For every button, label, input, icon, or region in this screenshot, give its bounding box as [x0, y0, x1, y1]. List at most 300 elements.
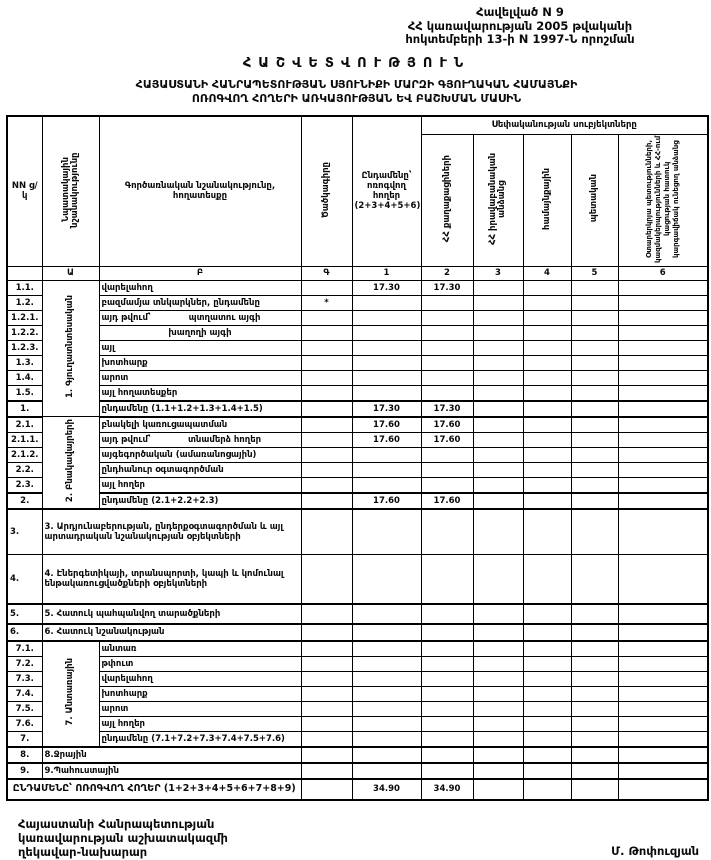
value-cell	[523, 731, 571, 747]
land-type-cell: այլ հողատեսքեր	[99, 385, 301, 401]
value-cell	[352, 370, 421, 385]
table-row	[7, 509, 708, 555]
code-cell	[301, 280, 352, 295]
table-row	[7, 417, 708, 433]
value-cell	[571, 280, 618, 295]
value-cell	[618, 701, 708, 716]
value-cell	[473, 447, 523, 462]
value-cell	[523, 656, 571, 671]
table-row	[7, 370, 708, 385]
value-cell	[618, 325, 708, 340]
land-type-cell: խաղողի այգի	[99, 325, 301, 340]
row-number-cell: 1.5.	[7, 385, 42, 401]
header-code-text: Ծածկագիրը	[321, 161, 331, 218]
value-cell	[523, 280, 571, 295]
code-cell	[301, 310, 352, 325]
code-cell	[301, 493, 352, 509]
value-cell	[352, 462, 421, 477]
row-number-cell: 7.1.	[7, 641, 42, 657]
row-number-cell: 9.	[7, 763, 42, 779]
header-own-community-text: համայնքային	[541, 167, 552, 230]
table-row	[7, 477, 708, 493]
annex-line-3: հոկտեմբերի 13-ի N 1997-Ն որոշման	[405, 32, 635, 46]
value-cell	[421, 310, 473, 325]
table-row	[7, 447, 708, 462]
header-purpose	[42, 116, 99, 267]
letter-cell-3: 3	[473, 266, 523, 280]
section-total-label: ընդամենը (2.1+2.2+2.3)	[99, 493, 301, 509]
value-cell	[523, 340, 571, 355]
code-cell	[301, 763, 352, 779]
land-type-cell: ընդհանուր օգտագործման	[99, 462, 301, 477]
grand-total-value: 34.90	[421, 779, 473, 800]
value-cell	[523, 325, 571, 340]
value-cell	[421, 763, 473, 779]
land-type-cell: արոտ	[99, 701, 301, 716]
code-cell	[301, 385, 352, 401]
value-cell	[473, 763, 523, 779]
value-cell	[523, 624, 571, 641]
value-cell	[473, 716, 523, 731]
value-cell	[352, 509, 421, 555]
land-category-cell: 9.Պահուստային	[42, 763, 301, 779]
row-number-cell: 1.1.	[7, 280, 42, 295]
value-cell	[618, 280, 708, 295]
value-cell	[571, 747, 618, 763]
value-cell	[421, 747, 473, 763]
letter-cell-1: 1	[352, 266, 421, 280]
signatory-name: Մ. Թոփուզյան	[611, 843, 699, 858]
header-own-foreign-text: Օտարերկրյա պետությունների, կազմակերպությունների և ՀՀ-ում կացության հատուկ կարգավիճակ ունեցող անձանց	[644, 134, 680, 263]
letter-cell-6: 6	[618, 266, 708, 280]
land-category-cell: 8.Ջրային	[42, 747, 301, 763]
value-cell	[618, 747, 708, 763]
code-cell	[301, 554, 352, 604]
value-cell	[473, 604, 523, 624]
value-cell	[571, 656, 618, 671]
value-cell	[571, 355, 618, 370]
code-cell	[301, 701, 352, 716]
value-cell	[421, 340, 473, 355]
value-cell	[571, 432, 618, 447]
value-cell	[571, 447, 618, 462]
value-cell	[523, 417, 571, 433]
value-cell	[571, 340, 618, 355]
value-cell	[473, 671, 523, 686]
value-cell	[571, 624, 618, 641]
code-cell	[301, 401, 352, 417]
value-cell	[618, 295, 708, 310]
value-cell	[473, 385, 523, 401]
value-cell	[352, 747, 421, 763]
report-subtitle	[6, 78, 707, 106]
value-cell	[571, 462, 618, 477]
code-cell	[301, 355, 352, 370]
value-cell	[618, 493, 708, 509]
row-number-cell: 2.2.	[7, 462, 42, 477]
value-cell	[571, 763, 618, 779]
letter-cell-b: Բ	[99, 266, 301, 280]
value-cell: 17.60	[421, 493, 473, 509]
value-cell	[523, 295, 571, 310]
land-type-text: տնամերձ հողեր	[187, 434, 262, 445]
table-row	[7, 310, 708, 325]
value-cell	[473, 656, 523, 671]
value-cell	[571, 641, 618, 657]
letter-cell-2: 2	[421, 266, 473, 280]
value-cell	[571, 401, 618, 417]
row-number-cell: 7.3.	[7, 671, 42, 686]
value-cell	[473, 554, 523, 604]
code-cell	[301, 604, 352, 624]
value-cell	[523, 401, 571, 417]
row-number-cell: 2.3.	[7, 477, 42, 493]
land-type-cell: անտառ	[99, 641, 301, 657]
code-cell	[301, 325, 352, 340]
row-number-cell: 6.	[7, 624, 42, 641]
value-cell: 17.30	[352, 280, 421, 295]
header-own-community	[523, 134, 571, 266]
header-own-state	[571, 134, 618, 266]
value-cell	[618, 671, 708, 686]
table-row	[7, 763, 708, 779]
land-type-cell: թփուտ	[99, 656, 301, 671]
value-cell	[421, 509, 473, 555]
table-row	[7, 641, 708, 657]
value-cell	[352, 447, 421, 462]
header-own-legal	[473, 134, 523, 266]
signatory-position	[18, 817, 228, 859]
group-agricultural	[42, 280, 99, 417]
land-type-cell: խոտհարք	[99, 355, 301, 370]
value-cell	[421, 671, 473, 686]
table-row	[7, 716, 708, 731]
grand-total-row	[7, 779, 708, 800]
row-number-cell: 1.	[7, 401, 42, 417]
letter-cell-a: Ա	[42, 266, 99, 280]
header-own-state-text: պետական	[589, 174, 599, 223]
letter-cell-5: 5	[571, 266, 618, 280]
value-cell	[523, 310, 571, 325]
value-cell	[473, 624, 523, 641]
signature-block	[6, 817, 707, 859]
value-cell	[473, 477, 523, 493]
land-type-cell	[99, 432, 301, 447]
land-type-cell: այլ հողեր	[99, 716, 301, 731]
value-cell	[571, 701, 618, 716]
value-cell	[571, 325, 618, 340]
value-cell	[473, 355, 523, 370]
table-row	[7, 701, 708, 716]
value-cell	[473, 370, 523, 385]
code-cell	[301, 671, 352, 686]
annex-line-1: Հավելված N 9	[476, 5, 564, 19]
value-cell	[618, 310, 708, 325]
header-nn: NN ց/կ	[7, 116, 42, 267]
code-cell: *	[301, 295, 352, 310]
row-number-cell: 7.	[7, 731, 42, 747]
value-cell	[421, 355, 473, 370]
row-number-cell: 2.	[7, 493, 42, 509]
value-cell	[421, 641, 473, 657]
of-which-prefix: այդ թվում՝	[101, 434, 151, 445]
value-cell	[352, 686, 421, 701]
value-cell	[421, 656, 473, 671]
value-cell: 17.30	[421, 280, 473, 295]
value-cell	[618, 462, 708, 477]
value-cell	[523, 686, 571, 701]
row-number-cell: 7.5.	[7, 701, 42, 716]
value-cell: 17.30	[421, 401, 473, 417]
code-cell	[301, 716, 352, 731]
code-cell	[301, 417, 352, 433]
value-cell	[571, 493, 618, 509]
value-cell	[523, 385, 571, 401]
value-cell	[618, 370, 708, 385]
land-category-cell: 6. Հատուկ նշանակության	[42, 624, 301, 641]
value-cell	[618, 604, 708, 624]
value-cell	[352, 554, 421, 604]
section-total-label: ընդամենը (7.1+7.2+7.3+7.4+7.5+7.6)	[99, 731, 301, 747]
value-cell	[473, 340, 523, 355]
value-cell	[571, 686, 618, 701]
value-cell	[473, 310, 523, 325]
value-cell	[473, 295, 523, 310]
group-agricultural-text: 1. Գյուղատնտեսական	[65, 295, 75, 399]
value-cell	[618, 432, 708, 447]
code-cell	[301, 641, 352, 657]
value-cell	[473, 779, 523, 800]
value-cell: 17.30	[352, 401, 421, 417]
code-cell	[301, 624, 352, 641]
value-cell	[352, 671, 421, 686]
value-cell	[618, 447, 708, 462]
value-cell	[618, 477, 708, 493]
land-type-cell: բնակելի կառուցապատման	[99, 417, 301, 433]
value-cell	[352, 716, 421, 731]
value-cell	[618, 417, 708, 433]
value-cell	[523, 554, 571, 604]
row-number-cell: 3.	[7, 509, 42, 555]
value-cell	[618, 731, 708, 747]
value-cell	[571, 731, 618, 747]
value-cell	[618, 656, 708, 671]
value-cell	[523, 477, 571, 493]
value-cell	[352, 604, 421, 624]
row-number-cell: 1.4.	[7, 370, 42, 385]
value-cell	[618, 686, 708, 701]
code-cell	[301, 477, 352, 493]
table-row	[7, 554, 708, 604]
value-cell: 17.60	[352, 417, 421, 433]
value-cell: 17.60	[352, 432, 421, 447]
value-cell	[523, 370, 571, 385]
value-cell	[571, 370, 618, 385]
value-cell	[523, 604, 571, 624]
row-number-cell: 1.2.	[7, 295, 42, 310]
row-number-cell: 2.1.1.	[7, 432, 42, 447]
value-cell	[523, 701, 571, 716]
land-category-cell: 5. Հատուկ պահպանվող տարածքների	[42, 604, 301, 624]
table-row	[7, 280, 708, 295]
value-cell	[618, 554, 708, 604]
code-cell	[301, 747, 352, 763]
table-row	[7, 355, 708, 370]
of-which-prefix: այդ թվում՝	[101, 312, 151, 323]
table-row	[7, 656, 708, 671]
row-number-cell: 7.4.	[7, 686, 42, 701]
value-cell	[523, 763, 571, 779]
value-cell	[352, 310, 421, 325]
letter-cell-empty	[7, 266, 42, 280]
value-cell	[523, 716, 571, 731]
value-cell	[473, 509, 523, 555]
value-cell	[352, 325, 421, 340]
value-cell	[352, 340, 421, 355]
row-number-cell: 1.2.3.	[7, 340, 42, 355]
column-letter-row	[7, 266, 708, 280]
value-cell: 17.60	[421, 417, 473, 433]
table-row	[7, 624, 708, 641]
land-type-cell: այլ	[99, 340, 301, 355]
section-total-row	[7, 731, 708, 747]
code-cell	[301, 340, 352, 355]
value-cell	[473, 417, 523, 433]
table-row	[7, 295, 708, 310]
land-type-cell: վարելահող	[99, 280, 301, 295]
value-cell	[421, 731, 473, 747]
value-cell	[618, 624, 708, 641]
code-cell	[301, 509, 352, 555]
value-cell	[352, 355, 421, 370]
value-cell	[421, 462, 473, 477]
group-settlements	[42, 417, 99, 509]
group-forest-text: 7. Անտառային	[65, 658, 75, 726]
value-cell	[571, 385, 618, 401]
table-row	[7, 671, 708, 686]
land-type-cell: բազմամյա տնկարկներ, ընդամենը	[99, 295, 301, 310]
header-purpose-text: Նպատակային նշանակությունը	[60, 151, 80, 228]
value-cell	[421, 385, 473, 401]
value-cell	[421, 477, 473, 493]
value-cell	[352, 477, 421, 493]
value-cell	[523, 355, 571, 370]
value-cell	[352, 701, 421, 716]
value-cell	[473, 747, 523, 763]
value-cell	[523, 432, 571, 447]
value-cell	[618, 340, 708, 355]
annex-note	[335, 6, 705, 47]
value-cell	[523, 462, 571, 477]
section-total-row	[7, 493, 708, 509]
grand-total-value: 34.90	[352, 779, 421, 800]
value-cell	[523, 509, 571, 555]
table-row	[7, 462, 708, 477]
row-number-cell: 1.3.	[7, 355, 42, 370]
row-number-cell: 2.1.2.	[7, 447, 42, 462]
table-row	[7, 340, 708, 355]
land-type-cell: վարելահող	[99, 671, 301, 686]
code-cell	[301, 370, 352, 385]
value-cell	[473, 432, 523, 447]
row-number-cell: 5.	[7, 604, 42, 624]
subtitle-line-1: ՀԱՅԱՍՏԱՆԻ ՀԱՆՐԱՊԵՏՈՒԹՅԱՆ ՍՅՈՒՆԻՔԻ ՄԱՐԶԻ ԳՅՈՒՂԱԿԱՆ ՀԱՄԱՅՆՔԻ	[135, 77, 578, 91]
value-cell	[352, 763, 421, 779]
row-number-cell: 2.1.	[7, 417, 42, 433]
land-type-cell: խոտհարք	[99, 686, 301, 701]
value-cell	[618, 401, 708, 417]
code-cell	[301, 462, 352, 477]
group-settlements-text: 2. Բնակավայրերի	[65, 419, 75, 503]
value-cell: 17.60	[352, 493, 421, 509]
value-cell	[473, 325, 523, 340]
land-type-cell: արոտ	[99, 370, 301, 385]
irrigated-land-table	[6, 115, 709, 801]
value-cell	[421, 295, 473, 310]
section-total-row	[7, 401, 708, 417]
value-cell	[571, 716, 618, 731]
land-category-cell: 3. Արդյունաբերության, ընդերքօգտագործման և այլ արտադրական նշանակության օբյեկտների	[42, 509, 301, 555]
value-cell	[352, 731, 421, 747]
value-cell	[421, 554, 473, 604]
code-cell	[301, 656, 352, 671]
header-code	[301, 116, 352, 267]
annex-line-2: ՀՀ կառավարության 2005 թվականի	[407, 18, 633, 33]
value-cell	[571, 779, 618, 800]
value-cell	[473, 462, 523, 477]
value-cell	[618, 716, 708, 731]
header-own-citizens-text: ՀՀ քաղաքացիների	[441, 154, 452, 243]
value-cell	[618, 385, 708, 401]
value-cell	[421, 447, 473, 462]
value-cell	[473, 686, 523, 701]
letter-cell-4: 4	[523, 266, 571, 280]
code-cell	[301, 432, 352, 447]
code-cell	[301, 686, 352, 701]
value-cell	[571, 477, 618, 493]
row-number-cell: 1.2.1.	[7, 310, 42, 325]
header-own-citizens	[421, 134, 473, 266]
table-row	[7, 385, 708, 401]
value-cell	[523, 671, 571, 686]
value-cell	[421, 624, 473, 641]
value-cell	[571, 554, 618, 604]
letter-cell-c: Գ	[301, 266, 352, 280]
land-type-cell	[99, 310, 301, 325]
row-number-cell: 4.	[7, 554, 42, 604]
value-cell	[473, 701, 523, 716]
header-own-legal-text: ՀՀ իրավաբանական անձանց	[488, 152, 507, 245]
value-cell	[571, 671, 618, 686]
land-type-cell: այգեգործական (ամառանոցային)	[99, 447, 301, 462]
row-number-cell: 7.2.	[7, 656, 42, 671]
signatory-line-1: Հայաստանի Հանրապետության	[18, 816, 215, 831]
value-cell	[421, 716, 473, 731]
code-cell	[301, 731, 352, 747]
header-ownership-group: Սեփականության սուբյեկտները	[421, 116, 708, 135]
code-cell	[301, 779, 352, 800]
signatory-line-3: ղեկավար-նախարար	[18, 844, 148, 859]
table-row	[7, 747, 708, 763]
value-cell	[571, 604, 618, 624]
value-cell	[618, 763, 708, 779]
value-cell	[421, 604, 473, 624]
section-total-label: ընդամենը (1.1+1.2+1.3+1.4+1.5)	[99, 401, 301, 417]
value-cell	[421, 701, 473, 716]
value-cell	[421, 686, 473, 701]
group-forest	[42, 641, 99, 747]
header-own-foreign	[618, 134, 708, 266]
